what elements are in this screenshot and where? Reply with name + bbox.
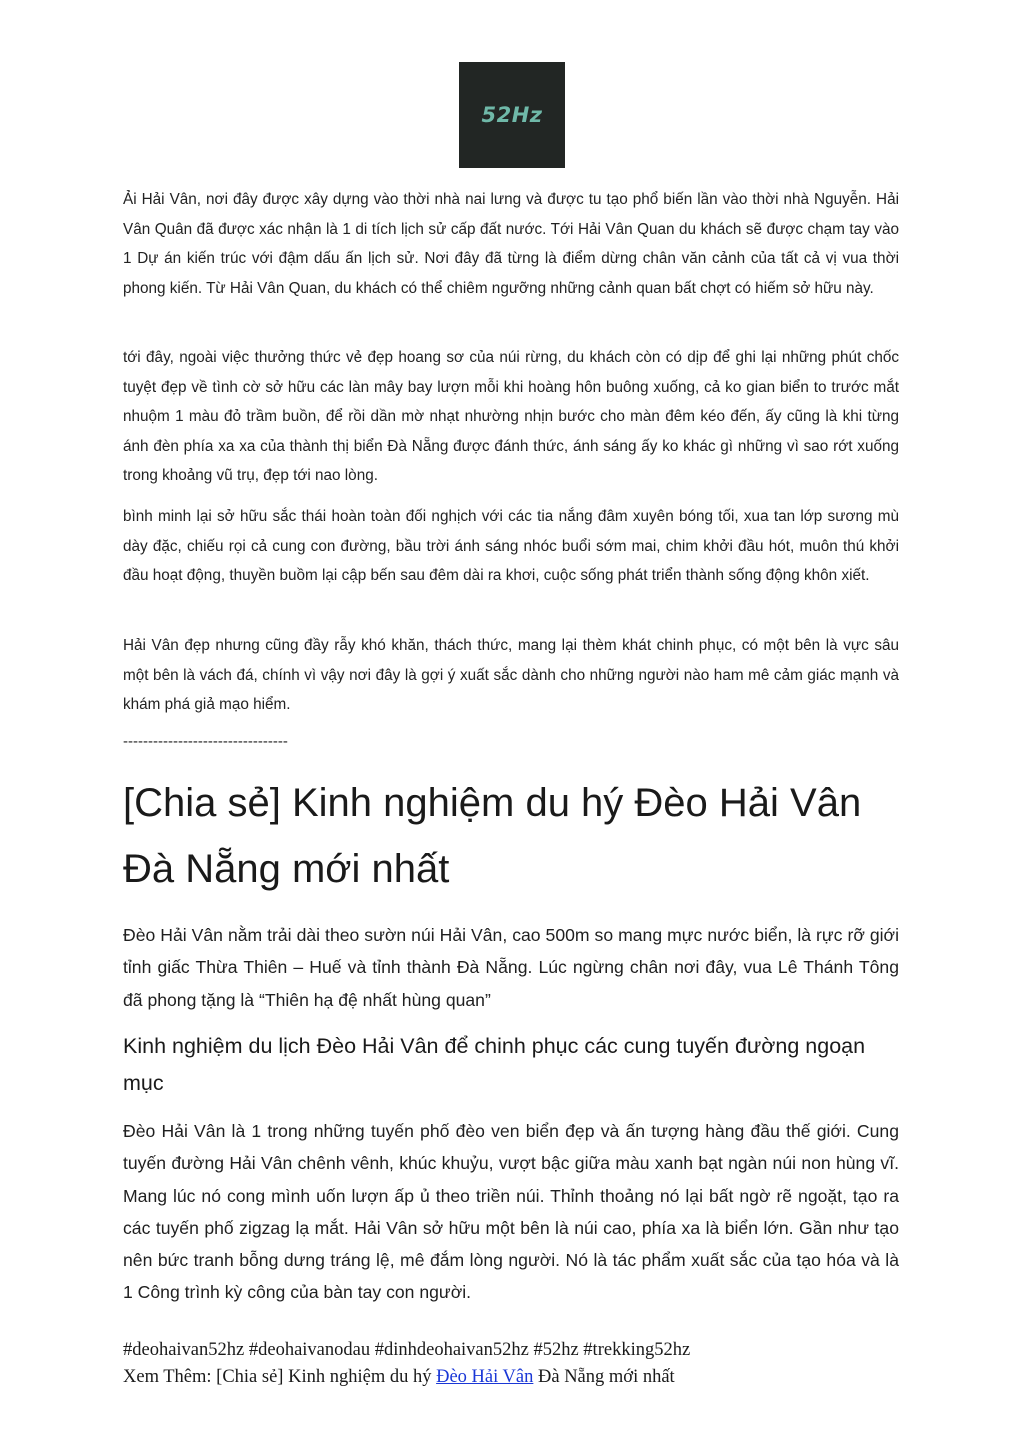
separator-line: --------------------------------- bbox=[123, 733, 288, 750]
logo-text: 52Hz bbox=[481, 103, 543, 127]
deo-hai-van-link[interactable]: Đèo Hải Vân bbox=[436, 1367, 534, 1387]
see-more-prefix: Xem Thêm: [Chia sẻ] Kinh nghiệm du hý bbox=[123, 1367, 437, 1387]
paragraph-intro: Đèo Hải Vân nằm trải dài theo sườn núi Hải Vân, cao 500m so mang mực nước biển, là rực rỡ giới tỉnh giấc Thừa Thiên – Huế và tỉnh thành Đà Nẵng. Lúc ngừng chân nơi đây, vua Lê Thánh Tông đã phong tặng là “Thiên hạ đệ nhất hùng quan” bbox=[123, 925, 899, 1010]
article-title: [Chia sẻ] Kinh nghiệm du hý Đèo Hải Vân Đà Nẵng mới nhất bbox=[123, 781, 862, 891]
paragraph-sunset: tới đây, ngoài việc thưởng thức vẻ đẹp hoang sơ của núi rừng, du khách còn có dịp để ghi lại những phút chốc tuyệt đẹp về tình cờ sở hữu các làn mây bay lượn mỗi khi hoàng hôn buông xuống, cả ko gian biển to trước mắt nhuộm 1 màu đỏ trầm buồn, để rồi dần mờ nhạt nhường nhịn bước cho màn đêm kéo đến, ấy cũng là khi từng ánh đèn phía xa xa của thành thị biển Đà Nẵng được đánh thức, ánh sáng ấy ko khác gì những vì sao rớt xuống trong khoảng vũ trụ, đẹp tới nao lòng. bbox=[123, 349, 899, 485]
paragraph-hai-van-quan: Ải Hải Vân, nơi đây được xây dựng vào thời nhà nai lưng và được tu tạo phổ biến lần vào thời nhà Nguyễn. Hải Vân Quân đã được xác nhận là 1 di tích lịch sử cấp đất nước. Tới Hải Vân Quan du khách sẽ được chạm tay vào 1 Dự án kiến trúc với đậm dấu ấn lịch sử. Nơi đây đã từng là điểm dừng chân văn cảnh của tất cả vị vua thời phong kiến. Từ Hải Vân Quan, du khách có thể chiêm ngưỡng những cảnh quan bất chợt có hiếm sở hữu này. bbox=[123, 191, 899, 297]
see-more-line bbox=[123, 1364, 923, 1391]
brand-logo bbox=[459, 62, 565, 168]
footer bbox=[123, 1337, 923, 1391]
section-heading: Kinh nghiệm du lịch Đèo Hải Vân để chinh phục các cung tuyến đường ngoạn mục bbox=[123, 1034, 866, 1095]
paragraph-challenge: Hải Vân đẹp nhưng cũng đầy rẫy khó khăn, thách thức, mang lại thèm khát chinh phục, có một bên là vực sâu một bên là vách đá, chính vì vậy nơi đây là gợi ý xuất sắc dành cho những người nào ham mê cảm giác mạnh và khám phá giả mạo hiểm. bbox=[123, 637, 899, 714]
paragraph-body: Đèo Hải Vân là 1 trong những tuyến phố đèo ven biển đẹp và ấn tượng hàng đầu thế giới. Cung tuyến đường Hải Vân chênh vênh, khúc khuỷu, vượt bậc giữa màu xanh bạt ngàn núi non hùng vĩ. Mang lúc nó cong mình uốn lượn ấp ủ theo triền núi. Thỉnh thoảng nó lại bất ngờ rẽ ngoặt, tạo ra các tuyến phố zigzag lạ mắt. Hải Vân sở hữu một bên là núi cao, phía xa là biển lớn. Gần như tạo nên bức tranh bỗng dưng tráng lệ, mê đắm lòng người. Nó là tác phẩm xuất sắc của tạo hóa và là 1 Công trình kỳ công của bàn tay con người. bbox=[123, 1121, 899, 1303]
hashtags: #deohaivan52hz #deohaivanodau #dinhdeohaivan52hz #52hz #trekking52hz bbox=[123, 1340, 691, 1360]
see-more-suffix: Đà Nẵng mới nhất bbox=[533, 1367, 675, 1387]
paragraph-sunrise: bình minh lại sở hữu sắc thái hoàn toàn đối nghịch với các tia nắng đâm xuyên bóng tối, xua tan lớp sương mù dày đặc, chiếu rọi cả cung con đường, bầu trời ánh sáng nhóc buổi sớm mai, chim khởi đầu hót, muôn thú khởi đầu hoạt động, thuyền buồm lại cập bến sau đêm dài ra khơi, cuộc sống phát triển thành sống động khôn xiết. bbox=[123, 508, 899, 585]
